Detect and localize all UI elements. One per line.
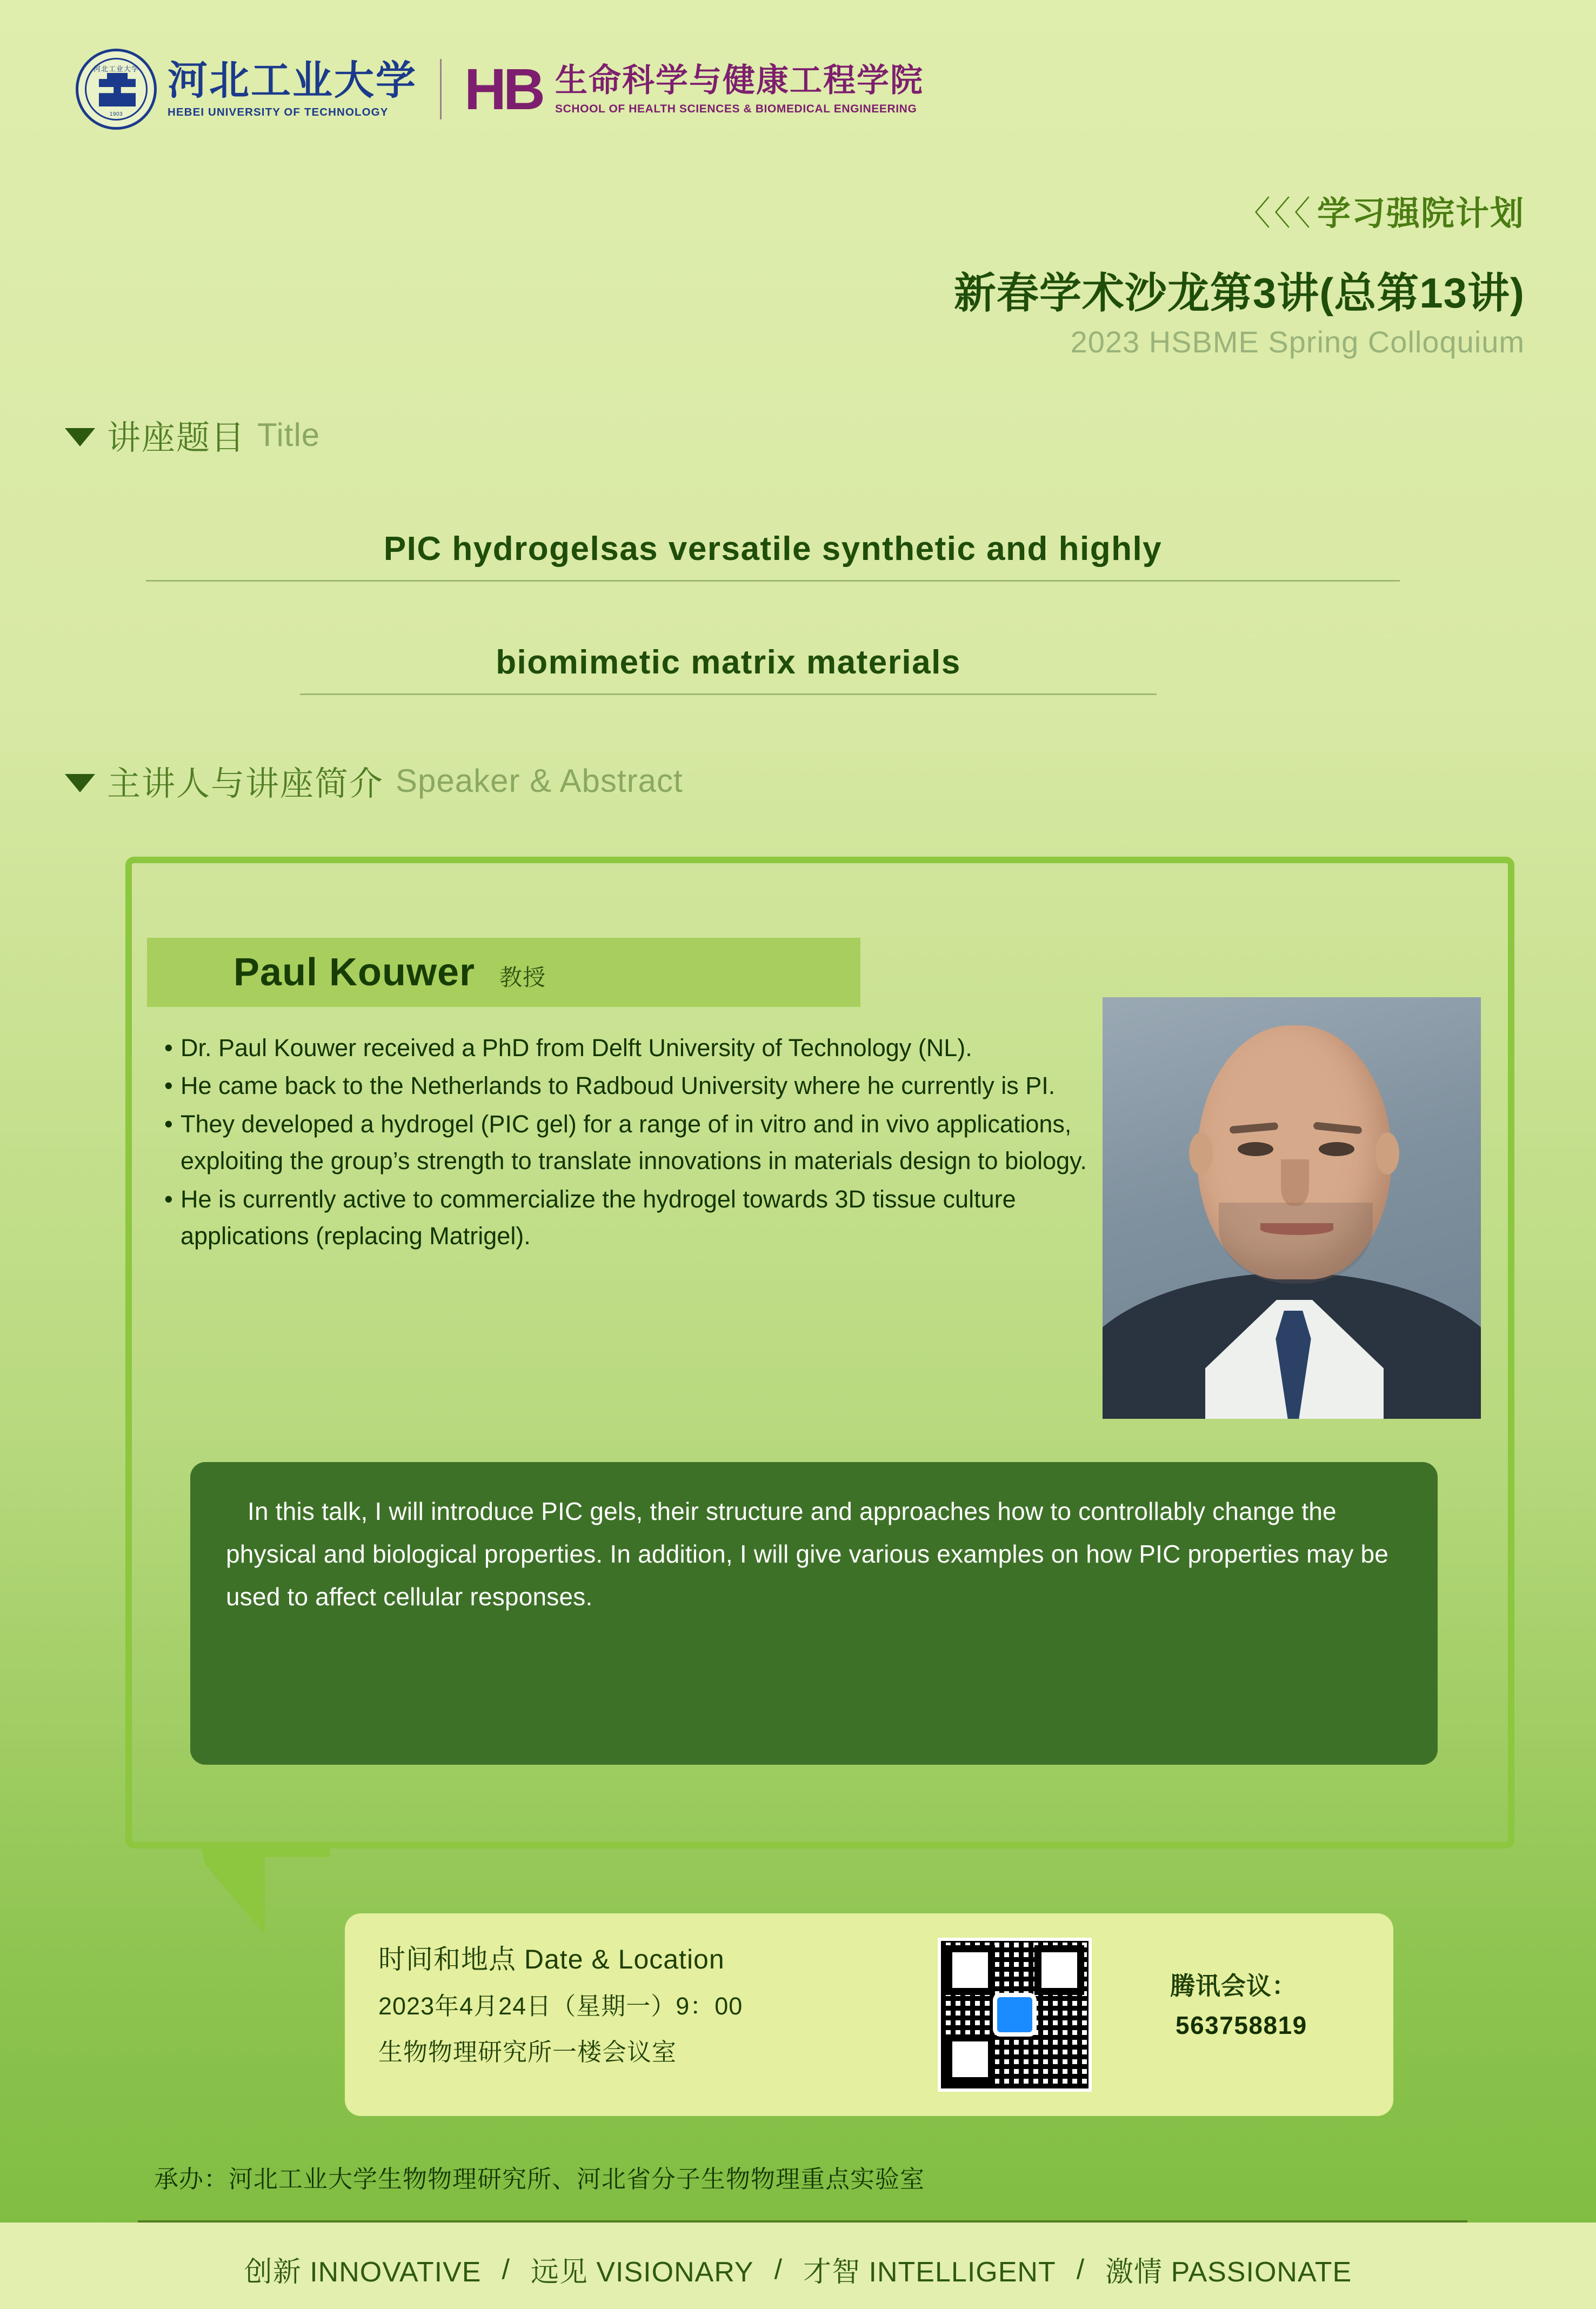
portrait-nose bbox=[1281, 1159, 1309, 1206]
portrait-eye-left bbox=[1238, 1142, 1273, 1156]
organizer-line: 承办：河北工业大学生物物理研究所、河北省分子生物物理重点实验室 bbox=[154, 2165, 925, 2193]
lecture-title-line-2: biomimetic matrix materials bbox=[300, 643, 1157, 695]
school-name-cn: 生命科学与健康工程学院 bbox=[555, 62, 924, 98]
qr-finder-top-left bbox=[945, 1945, 995, 1995]
speaker-name-bar bbox=[147, 938, 860, 1007]
section-speaker-label-en: Speaker & Abstract bbox=[396, 763, 683, 799]
section-header-title bbox=[65, 411, 320, 459]
slogan-passionate: 激情 PASSIONATE bbox=[1105, 2257, 1352, 2288]
seal-core-glyph bbox=[99, 73, 136, 106]
school-name-block bbox=[555, 63, 924, 116]
slogan-separator: / bbox=[1076, 2253, 1085, 2285]
location-value: 生物物理研究所一楼会议室 bbox=[378, 2038, 677, 2066]
portrait-ear-right bbox=[1375, 1132, 1399, 1174]
speaker-portrait-photo bbox=[1103, 997, 1481, 1419]
poster-main-title: 新春学术沙龙第3讲(总第13讲) bbox=[953, 269, 1525, 317]
seal-top-label: 河北工业大学 bbox=[93, 65, 139, 73]
speaker-rank: 教授 bbox=[499, 965, 546, 990]
program-plan-label: 学习强院计划 bbox=[1317, 195, 1525, 232]
qr-finder-top-right bbox=[1034, 1945, 1084, 1995]
qr-finder-bottom-left bbox=[945, 2034, 995, 2084]
seal-year-label: 1903 bbox=[109, 111, 123, 117]
abstract-box bbox=[190, 1462, 1438, 1765]
qr-code-pattern bbox=[941, 1941, 1089, 2088]
hsb-logo-label: HB bbox=[464, 56, 542, 122]
poster-header bbox=[76, 49, 924, 130]
portrait-eye-right bbox=[1319, 1142, 1354, 1156]
date-value: 2023年4月24日（星期一）9：00 bbox=[378, 1992, 743, 2020]
portrait-mouth bbox=[1260, 1223, 1333, 1235]
chevron-left-icons: 〈〈〈 bbox=[1237, 195, 1314, 232]
slogan-intelligent: 才智 INTELLIGENT bbox=[803, 2257, 1056, 2288]
triangle-down-icon bbox=[65, 428, 95, 446]
portrait-ear-left bbox=[1189, 1132, 1213, 1174]
abstract-text: In this talk, I will introduce PIC gels, their structure and approaches how to controllably change the physical and biological properties. In addition, I will give various examples on how PIC properties may be used to affect cellular responses. bbox=[226, 1497, 1389, 1611]
poster-sub-title: 2023 HSBME Spring Colloquium bbox=[1070, 325, 1525, 359]
meeting-platform-label: 腾讯会议： bbox=[1170, 1972, 1297, 2000]
list-item: • Dr. Paul Kouwer received a PhD from Delft University of Technology (NL). bbox=[162, 1030, 1140, 1066]
header-divider bbox=[440, 59, 442, 119]
meeting-id-value: 563758819 bbox=[1176, 2011, 1307, 2039]
section-title-label-en: Title bbox=[257, 417, 320, 453]
university-name-cn: 河北工业大学 bbox=[168, 58, 417, 103]
slogan-visionary: 远见 VISIONARY bbox=[530, 2257, 754, 2288]
qr-code-icon[interactable] bbox=[938, 1938, 1092, 2092]
list-item: • He is currently active to commercialize the hydrogel towards 3D tissue culture applications (replacing Matrigel). bbox=[162, 1181, 1140, 1255]
slogan-separator: / bbox=[774, 2253, 783, 2285]
date-location-heading: 时间和地点 Date & Location bbox=[378, 1944, 725, 1974]
speaker-bio-list bbox=[162, 1030, 1140, 1256]
section-title-label-cn: 讲座题目 bbox=[107, 419, 246, 457]
lecture-title-line-1: PIC hydrogelsas versatile synthetic and highly bbox=[146, 530, 1400, 582]
hsb-logo-icon bbox=[464, 55, 545, 124]
school-name-en: SCHOOL OF HEALTH SCIENCES & BIOMEDICAL ENGINEERING bbox=[555, 103, 917, 115]
section-speaker-label-cn: 主讲人与讲座简介 bbox=[107, 765, 384, 803]
list-item: • He came back to the Netherlands to Radboud University where he currently is PI. bbox=[162, 1067, 1140, 1104]
triangle-down-icon bbox=[65, 774, 95, 792]
slogan-innovative: 创新 INNOVATIVE bbox=[244, 2257, 482, 2288]
university-name-en: HEBEI UNIVERSITY OF TECHNOLOGY bbox=[168, 105, 389, 118]
footer-slogans bbox=[0, 2249, 1596, 2290]
list-item: • They developed a hydrogel (PIC gel) for a range of in vitro and in vivo applications, exploiting the group’s strength to translate innovations in materials design to biology. bbox=[162, 1106, 1140, 1180]
speaker-name: Paul Kouwer bbox=[233, 951, 476, 994]
speech-bubble-tail bbox=[195, 1843, 351, 1951]
university-seal-icon bbox=[76, 49, 157, 130]
university-name-block bbox=[168, 59, 417, 119]
program-plan-line bbox=[1237, 186, 1525, 235]
section-header-speaker bbox=[65, 757, 683, 805]
slogan-separator: / bbox=[502, 2253, 510, 2285]
